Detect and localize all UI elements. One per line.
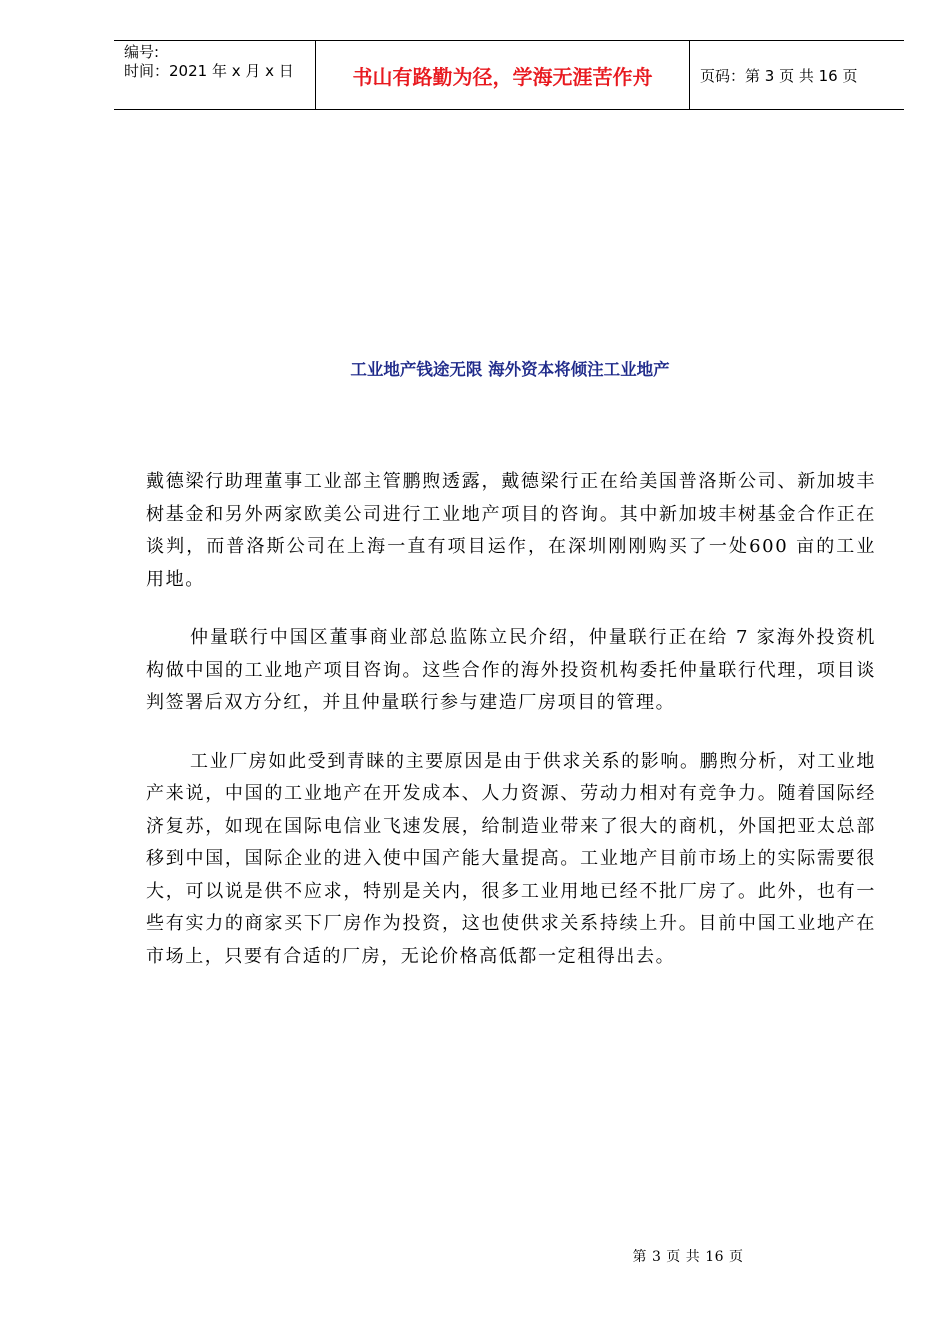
paragraph: 工业厂房如此受到青睐的主要原因是由于供求关系的影响。鹏煦分析，对工业地产来说，中国的工业地产在开发成本、人力资源、劳动力相对有竞争力。随着国际经济复苏，如现在国际电信业飞速发展，给制造业带来了很大的商机，外国把亚太总部移到中国，国际企业的进入使中国产能大量提高。工业地产目前市场上的实际需要很大，可以说是供不应求，特别是关内，很多工业用地已经不批厂房了。此外，也有一些有实力的商家买下厂房作为投资，这也使供求关系持续上升。目前中国工业地产在市场上，只要有合适的厂房，无论价格高低都一定租得出去。 [146,750,876,967]
article-body [146,466,876,999]
header-motto: 书山有路勤为径，学海无涯苦作舟 [352,64,653,89]
page-header [114,40,904,110]
paragraph: 仲量联行中国区董事商业部总监陈立民介绍，仲量联行正在给 7 家海外投资机构做中国的工业地产项目咨询。这些合作的海外投资机构委托仲量联行代理，项目谈判签署后双方分红，并且仲量联行参与建造厂房项目的管理。 [146,627,876,713]
document-date: 时间：2021 年 x 月 x 日 [124,62,294,80]
article-title: 工业地产钱途无限 海外资本将倾注工业地产 [350,360,670,379]
document-number-label: 编号: [124,43,160,61]
page-footer: 第 3 页 共 16 页 [632,1249,744,1265]
header-meta-cell [114,41,316,109]
paragraph: 戴德梁行助理董事工业部主管鹏煦透露，戴德梁行正在给美国普洛斯公司、新加坡丰树基金和另外两家欧美公司进行工业地产项目的咨询。其中新加坡丰树基金合作正在谈判，而普洛斯公司在上海一直有项目运作，在深圳刚刚购买了一处600 亩的工业用地。 [146,471,876,590]
header-page-info: 页码：第 3 页 共 16 页 [700,66,858,85]
header-motto-cell [316,41,690,109]
header-page-cell [690,41,904,109]
